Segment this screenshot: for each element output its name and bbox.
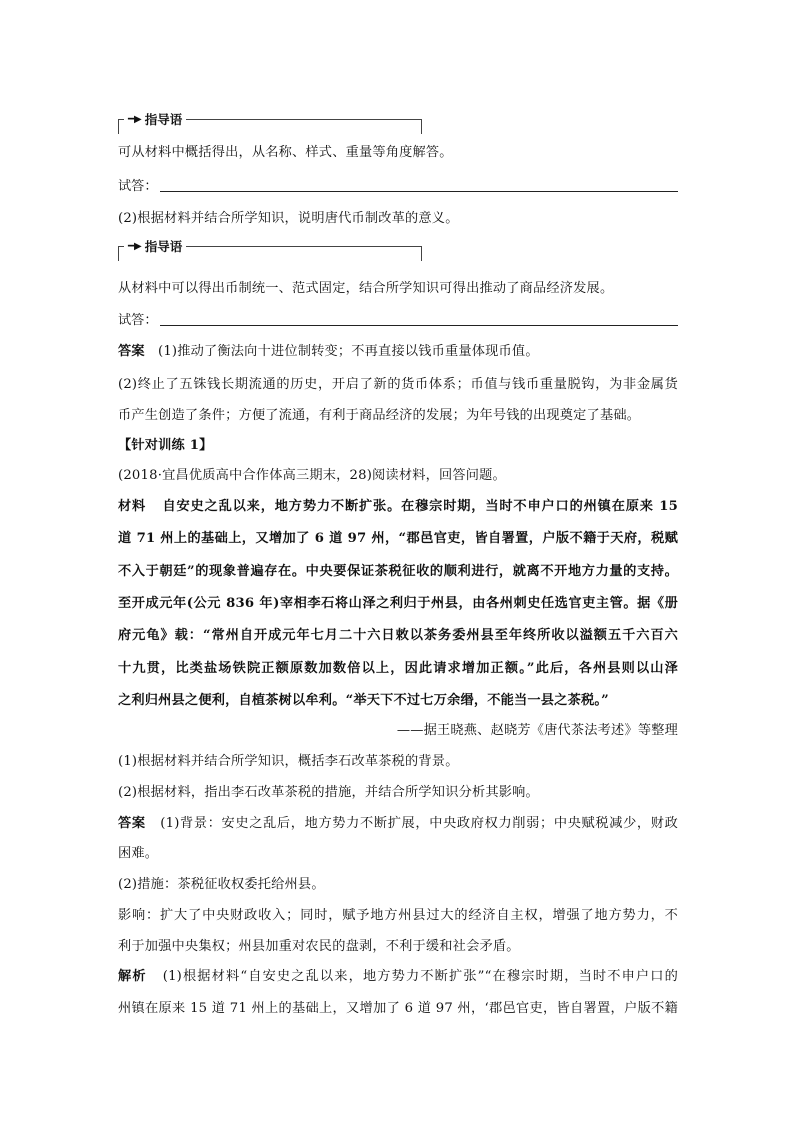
answer-label: 答案: [118, 816, 146, 831]
play-triangle-icon: ━▶: [128, 113, 142, 125]
material-label: 材料: [118, 499, 147, 514]
material-line7: 之利归州县之便利，自植茶树以牟利。“举天下不过七万余缗，不能当一县之茶税。”: [118, 693, 609, 708]
material-line2: 道 71 州上的基础上，又增加了 6 道 97 州，“郡邑官吏，皆自署置，户版不籍于天府，税赋: [118, 531, 678, 546]
impact-line2: 利于加强中央集权；州县加重对农民的盘剥，不利于缓和社会矛盾。: [118, 939, 520, 954]
material-line5: 府元龟》载：“常州自开成元年七月二十六日敕以茶务委州县至年终所收以溢额五千六百六: [118, 628, 678, 643]
answer-prompt: 试答：: [118, 313, 158, 328]
answer-field-1[interactable]: [118, 177, 678, 197]
source-line: (2018·宜昌优质高中合作体高三期末，28)阅读材料，回答问题。: [118, 468, 506, 483]
material-line6: 十九贯，比类盐场铁院正额原数加数倍以上，因此请求增加正额。”此后，各州县则以山泽: [118, 661, 678, 676]
analysis-line1: 解析 (1)根据材料“自安史之乱以来，地方势力不断扩张”“在穆宗时期，当时不申户口的: [118, 969, 678, 984]
material-line4: 至开成元年(公元 836 年)宰相李石将山泽之利归于州县，由各州刺史任选官吏主管。据《册: [118, 596, 678, 611]
answer-1: 答案 (1)推动了衡法向十进位制转变；不再直接以钱币重量体现币值。: [118, 344, 539, 359]
guide-box-1: [118, 113, 422, 135]
guide-label: 指导语: [144, 112, 183, 127]
answer-b1-line2: 困难。: [118, 846, 159, 861]
question-2: (2)根据材料并结合所学知识，说明唐代币制改革的意义。: [118, 211, 459, 226]
material-line1: 材料 自安史之乱以来，地方势力不断扩张。在穆宗时期，当时不申户口的州镇在原来 15: [118, 499, 679, 514]
answer-b2: (2)措施：茶税征收权委托给州县。: [118, 877, 325, 892]
analysis-label: 解析: [118, 969, 147, 984]
impact-line1: 影响：扩大了中央财政收入；同时，赋予地方州县过大的经济自主权，增强了地方势力，不: [118, 908, 678, 923]
question-b2: (2)根据材料，指出李石改革茶税的措施，并结合所学知识分析其影响。: [118, 785, 539, 800]
analysis-line2: 州镇在原来 15 道 71 州上的基础上，又增加了 6 道 97 州，‘郡邑官吏，皆自署置，户版不籍: [118, 1001, 678, 1016]
answer-2-line1: (2)终止了五铢钱长期流通的历史，开启了新的货币体系；币值与钱币重量脱钩，为非金属货: [118, 377, 678, 392]
answer-label: 答案: [118, 344, 145, 359]
guide2-text: 从材料中可以得出币制统一、范式固定，结合所学知识可得出推动了商品经济发展。: [118, 281, 614, 296]
guide-label: 指导语: [144, 239, 183, 254]
answer-2-line2: 币产生创造了条件；方便了流通，有利于商品经济的发展；为年号钱的出现奠定了基础。: [118, 408, 641, 423]
material-line3: 不入于朝廷”的现象普遍存在。中央要保证茶税征收的顺利进行，就离不开地方力量的支持。: [118, 564, 678, 579]
play-triangle-icon: ━▶: [128, 240, 142, 252]
question-b1: (1)根据材料并结合所学知识，概括李石改革茶税的背景。: [118, 754, 459, 769]
answer-b1-line1: 答案 (1)背景：安史之乱后，地方势力不断扩展，中央政府权力削弱；中央赋税减少，财政: [118, 816, 678, 831]
answer-prompt: 试答：: [118, 179, 158, 194]
guide1-text: 可从材料中概括得出，从名称、样式、重量等角度解答。: [118, 145, 453, 160]
exercise-title: 【针对训练 1】: [118, 438, 213, 453]
answer-field-2[interactable]: [118, 311, 678, 331]
material-citation: ——据王晓燕、赵晓芳《唐代茶法考述》等整理: [396, 723, 678, 738]
guide-box-2: [118, 240, 422, 262]
